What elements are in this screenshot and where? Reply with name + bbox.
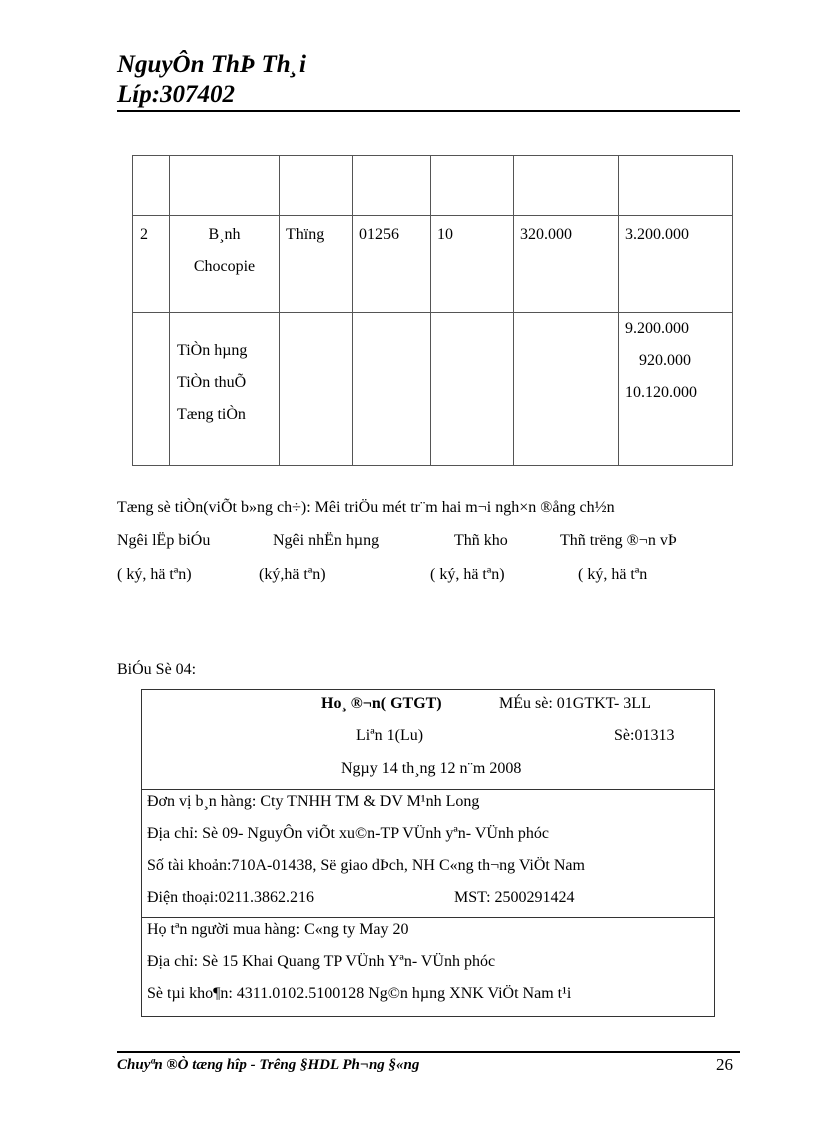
table-cell xyxy=(280,313,353,466)
sign-note-4: ( ký, hä tªn xyxy=(578,566,648,583)
signer-storekeeper: Thñ kho xyxy=(454,532,508,549)
sign-note-3: ( ký, hä tªn) xyxy=(430,566,505,583)
buyer-address: Địa chỉ: Sè 15 Khai Quang TP VÜnh Yªn- VÜnh phóc xyxy=(147,953,496,970)
product-name-line-1: B¸nh xyxy=(208,226,241,243)
label-tax-amount: TiÒn thuÕ xyxy=(177,374,247,391)
sign-note-1: ( ký, hä tªn) xyxy=(117,566,192,583)
class-label: Líp:307402 xyxy=(117,81,236,108)
product-name-line-2: Chocopie xyxy=(193,258,256,275)
value-total-amount: 10.120.000 xyxy=(625,384,697,401)
invoice-date: Ngµy 14 th¸ng 12 n¨m 2008 xyxy=(341,760,522,777)
table-cell xyxy=(431,313,514,466)
cell-total-values xyxy=(619,313,733,466)
signer-preparer: Ngêi lËp biÓu xyxy=(117,532,211,549)
invoice-copy: Liªn 1(Lu) xyxy=(356,727,424,744)
cell-stt: 2 xyxy=(133,216,170,313)
invoice-serial: Sè:01313 xyxy=(614,727,675,744)
sign-note-2: (ký,hä tªn) xyxy=(259,566,326,583)
form-caption: BiÓu Sè 04: xyxy=(117,661,197,678)
table-cell xyxy=(619,156,733,216)
header-rule xyxy=(117,110,740,112)
footer-rule xyxy=(117,1051,740,1053)
footer-text: Chuyªn ®Ò tæng hîp - Trêng §HDL Ph¬ng §«ng xyxy=(117,1057,420,1073)
page-number: 26 xyxy=(716,1055,733,1074)
seller-tax-code: MST: 2500291424 xyxy=(454,889,575,906)
table-cell xyxy=(170,156,280,216)
buyer-name: Họ tªn người mua hàng: C«ng ty May 20 xyxy=(147,921,409,938)
table-cell xyxy=(133,313,170,466)
goods-table xyxy=(132,155,733,466)
value-tax-amount: 920.000 xyxy=(639,352,691,369)
table-cell xyxy=(431,156,514,216)
seller-address: Địa chỉ: Sè 09- NguyÔn viÕt xu©n-TP VÜnh yªn- VÜnh phóc xyxy=(147,825,550,842)
cell-code: 01256 xyxy=(353,216,431,313)
buyer-bank-account: Sè tµi kho¶n: 4311.0102.5100128 Ng©n hµng XNK ViÖt Nam t¹i xyxy=(147,985,572,1002)
total-in-words: Tæng sè tiÒn(viÕt b»ng ch÷): Mêi triÖu mét tr¨m hai m¬i ngh×n ®ång ch½n xyxy=(117,499,615,516)
invoice-form-number: MÉu sè: 01GTKT- 3LL xyxy=(499,695,651,712)
author-name: NguyÔn ThÞ Th¸i xyxy=(117,51,306,78)
cell-unit: Thïng xyxy=(280,216,353,313)
signer-head: Thñ trëng ®¬n vÞ xyxy=(560,532,677,549)
invoice-header-box xyxy=(141,689,715,790)
seller-phone: Điện thoại:0211.3862.216 xyxy=(147,889,314,906)
table-cell xyxy=(133,156,170,216)
cell-qty: 10 xyxy=(431,216,514,313)
cell-price: 320.000 xyxy=(514,216,619,313)
value-goods-amount: 9.200.000 xyxy=(625,320,689,337)
table-cell xyxy=(353,156,431,216)
seller-unit: Đơn vị b¸n hàng: Cty TNHH TM & DV M¹nh Long xyxy=(147,793,480,810)
cell-total-labels xyxy=(170,313,280,466)
table-row-empty xyxy=(133,156,733,216)
table-cell xyxy=(280,156,353,216)
invoice-title: Ho¸ ®¬n( GTGT) xyxy=(321,695,442,712)
table-cell xyxy=(514,156,619,216)
label-total-amount: Tæng tiÒn xyxy=(177,406,246,423)
label-goods-amount: TiÒn hµng xyxy=(177,342,248,359)
table-cell xyxy=(353,313,431,466)
table-row-item xyxy=(133,216,733,313)
table-row-totals xyxy=(133,313,733,466)
buyer-info-box xyxy=(141,917,715,1017)
cell-product-name xyxy=(170,216,280,313)
signer-receiver: Ngêi nhËn hµng xyxy=(273,532,380,549)
cell-amount: 3.200.000 xyxy=(619,216,733,313)
seller-info-box xyxy=(141,789,715,918)
seller-bank-account: Số tài khoản:710A-01438, Së giao dÞch, NH C«ng th¬ng ViÖt Nam xyxy=(147,857,585,874)
table-cell xyxy=(514,313,619,466)
